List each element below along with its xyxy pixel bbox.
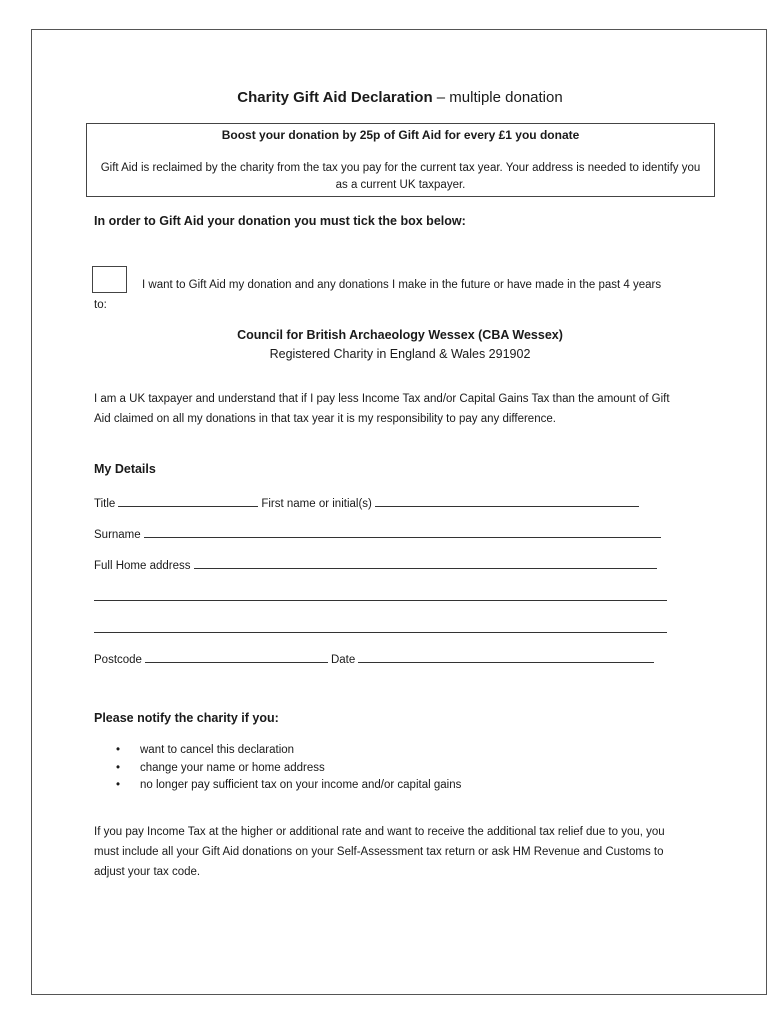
address-field-line-1[interactable] <box>194 557 657 569</box>
postcode-label: Postcode <box>94 654 142 666</box>
notify-item <box>94 760 694 778</box>
form-title-bold: Charity Gift Aid Declaration <box>237 89 433 106</box>
bullet-icon: • <box>116 761 121 774</box>
boost-heading: Boost your donation by 25p of Gift Aid for every £1 you donate <box>221 128 580 142</box>
bullet-icon: • <box>116 744 121 756</box>
notify-item <box>94 777 694 795</box>
charity-registration: Registered Charity in England & Wales 291902 <box>269 347 531 361</box>
postcode-field[interactable] <box>145 651 328 663</box>
address-row <box>94 557 660 572</box>
title-label: Title <box>94 498 116 510</box>
title-firstname-row <box>94 495 642 510</box>
date-field[interactable] <box>358 651 654 663</box>
postcode-date-row <box>94 651 657 666</box>
tick-instruction: In order to Gift Aid your donation you must tick the box below: <box>94 214 466 228</box>
form-title-subtitle: – multiple donation <box>432 89 563 106</box>
boost-info-box <box>86 123 715 197</box>
address-field-line-3[interactable] <box>94 632 667 633</box>
notify-item <box>94 742 694 760</box>
surname-field[interactable] <box>144 526 661 538</box>
notify-list-container <box>94 742 694 795</box>
notify-item-text: no longer pay sufficient tax on your income and/or capital gains <box>140 779 462 791</box>
address-label: Full Home address <box>94 560 191 572</box>
first-name-label: First name or initial(s) <box>261 498 372 510</box>
taxpayer-statement: I am a UK taxpayer and understand that if I pay less Income Tax and/or Capital Gains Tax than the amount of Gift Aid claimed on all my donations in that tax year it is my responsibility to pay any difference. <box>94 393 670 425</box>
first-name-field[interactable] <box>375 495 639 507</box>
declaration-form-page <box>31 29 767 995</box>
notify-list <box>94 742 694 795</box>
bullet-icon: • <box>116 779 121 791</box>
charity-name: Council for British Archaeology Wessex (CBA Wessex) <box>237 328 563 342</box>
consent-text: I want to Gift Aid my donation and any donations I make in the future or have made in the past 4 years to: <box>94 279 662 311</box>
higher-rate-text: If you pay Income Tax at the higher or additional rate and want to receive the additional tax relief due to you, you must include all your Gift Aid donations on your Self-Assessment tax return or ask HM Revenue and Customs to adjust your tax code. <box>94 826 665 878</box>
notify-heading: Please notify the charity if you: <box>94 711 279 725</box>
notify-item-text: change your name or home address <box>140 761 325 774</box>
title-field[interactable] <box>118 495 258 507</box>
address-field-line-2[interactable] <box>94 600 667 601</box>
notify-item-text: want to cancel this declaration <box>140 744 295 756</box>
surname-row <box>94 526 664 541</box>
boost-body-text: Gift Aid is reclaimed by the charity from the tax you pay for the current tax year. Your address is needed to identify you as a current UK taxpayer. <box>100 162 701 191</box>
form-title <box>32 89 768 106</box>
charity-block <box>32 326 768 364</box>
date-label: Date <box>330 654 356 666</box>
surname-label: Surname <box>94 529 141 541</box>
my-details-heading: My Details <box>94 462 156 476</box>
